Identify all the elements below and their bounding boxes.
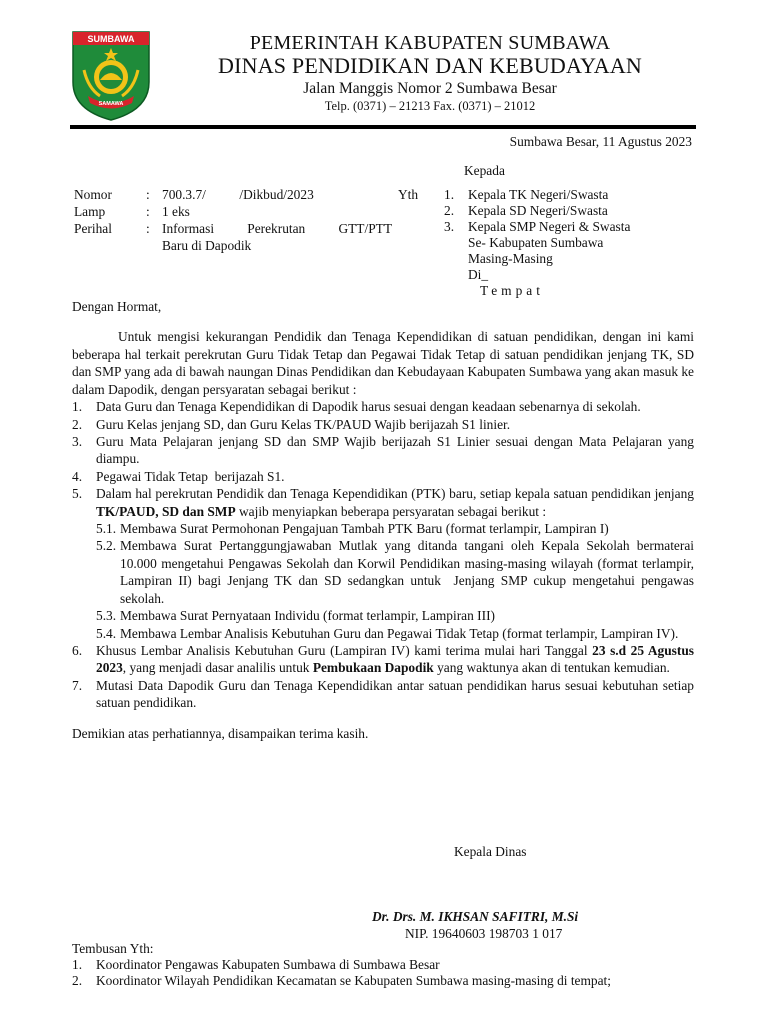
nomor-label: Nomor bbox=[74, 187, 112, 202]
signatory-name: Dr. Drs. M. IKHSAN SAFITRI, M.Si bbox=[372, 909, 579, 924]
salutation: Dengan Hormat, bbox=[72, 299, 162, 314]
perihal-label: Perihal bbox=[74, 221, 112, 236]
colon: : bbox=[146, 187, 150, 202]
letterhead bbox=[160, 32, 700, 115]
lamp-label: Lamp bbox=[74, 204, 106, 219]
intro-paragraph: Untuk mengisi kekurangan Pendidik dan Tenaga Kependidikan di satuan pendidikan, dengan ini kami beberapa hal terkait perekrutan Guru Tidak Tetap dan Pegawai Tidak Tetap di satuan pendidikan jenjang TK, SD dan SMP yang ada di bawah naungan Dinas Pendidikan dan Kebudayaan Kabupaten Sumbawa yang akan masuk ke dalam Dapodik, dengan persyaratan sebagai berikut : bbox=[72, 329, 695, 397]
addressee-scope: Se- Kabupaten Sumbawa bbox=[468, 235, 604, 250]
addressee-item: 3. Kepala SMP Negeri & Swasta bbox=[444, 219, 631, 234]
carbon-copy bbox=[72, 940, 712, 988]
signatory-title: Kepala Dinas bbox=[454, 844, 527, 859]
addressee-item: 2. Kepala SD Negeri/Swasta bbox=[444, 203, 608, 218]
list-item: 3. Guru Mata Pelajaran jenjang SD dan SMP Wajib berijazah S1 Linier sesuai dengan Mata Pelajaran yang diampu. bbox=[72, 433, 694, 467]
letter-date: Sumbawa Besar, 11 Agustus 2023 bbox=[509, 134, 692, 149]
sumbawa-regency-logo bbox=[70, 30, 152, 122]
agency-name: DINAS PENDIDIKAN DAN KEBUDAYAAN bbox=[218, 53, 642, 78]
carbon-copy-item: 1. Koordinator Pengawas Kabupaten Sumbawa di Sumbawa Besar bbox=[72, 957, 440, 972]
list-item: 7. Mutasi Data Dapodik Guru dan Tenaga Kependidikan antar satuan pendidikan harus sesuai kebutuhan setiap satuan pendidikan. bbox=[72, 677, 694, 711]
government-name: PEMERINTAH KABUPATEN SUMBAWA bbox=[249, 32, 611, 54]
svg-text:SUMBAWA: SUMBAWA bbox=[87, 34, 135, 44]
letterhead-divider bbox=[70, 125, 696, 129]
letter-meta bbox=[74, 186, 392, 254]
agency-address: Jalan Manggis Nomor 2 Sumbawa Besar bbox=[303, 80, 557, 97]
di-label: Di_ bbox=[468, 267, 489, 282]
sub-list-item: 5.4. Membawa Lembar Analisis Kebutuhan Guru dan Pegawai Tidak Tetap (format terlampir, Lampiran IV). bbox=[96, 625, 679, 641]
perihal-value: Informasi Perekrutan GTT/PTT bbox=[162, 221, 392, 236]
sub-list-item: 5.2. Membawa Surat Pertanggungjawaban Mutlak yang ditanda tangani oleh Kepala Sekolah bermaterai 10.000 mengetahui Pengawas Sekolah dan Korwil Pendidikan masing-masing wilayah (format terlampir, Lampiran II) bagi Jenjang TK dan SD sedangkan untuk Jenjang SMP cukup mengetahui pengawas sekolah. bbox=[96, 538, 698, 606]
perihal-value-cont: Baru di Dapodik bbox=[162, 238, 252, 253]
list-item: 4. Pegawai Tidak Tetap berijazah S1. bbox=[72, 468, 285, 484]
nomor-value: 700.3.7/ /Dikbud/2023 bbox=[162, 187, 314, 202]
lamp-value: 1 eks bbox=[162, 204, 190, 219]
svg-text:SAMAWA: SAMAWA bbox=[98, 101, 124, 107]
letter-body bbox=[72, 298, 698, 742]
sub-list-item: 5.1. Membawa Surat Permohonan Pengajuan Tambah PTK Baru (format terlampir, Lampiran I) bbox=[96, 521, 609, 537]
colon: : bbox=[146, 221, 150, 236]
sub-list-item: 5.3. Membawa Surat Pernyataan Individu (format terlampir, Lampiran III) bbox=[96, 608, 496, 624]
kepada-label: Kepada bbox=[464, 163, 505, 178]
yth-label: Yth bbox=[398, 187, 419, 202]
addressee-list bbox=[444, 186, 714, 298]
list-item: 1. Data Guru dan Tenaga Kependidikan di Dapodik harus sesuai dengan keadaan sebenarnya di sekolah. bbox=[72, 399, 641, 415]
carbon-copy-item: 2. Koordinator Wilayah Pendidikan Kecamatan se Kabupaten Sumbawa masing-masing di tempat; bbox=[72, 973, 611, 988]
addressee-item: 1. Kepala TK Negeri/Swasta bbox=[444, 187, 609, 202]
carbon-copy-title: Tembusan Yth: bbox=[72, 941, 154, 956]
addressee-scope: Masing-Masing bbox=[468, 251, 553, 266]
list-item: 5. Dalam hal perekrutan Pendidik dan Tenaga Kependidikan (PTK) baru, setiap kepala satuan pendidikan jenjang TK/PAUD, SD dan SMP wajib menyiapkan beberapa persyaratan sebagai berikut : bbox=[72, 486, 694, 519]
list-item: 6. Khusus Lembar Analisis Kebutuhan Guru (Lampiran IV) kami terima mulai hari Tanggal 23 s.d 25 Agustus 2023, yang menjadi dasar analilis untuk Pembukaan Dapodik yang waktunya akan di tentukan kemudian. bbox=[72, 643, 695, 676]
list-item: 2. Guru Kelas jenjang SD, dan Guru Kelas TK/PAUD Wajib berijazah S1 linier. bbox=[72, 416, 511, 432]
colon: : bbox=[146, 204, 150, 219]
signatory-nip: NIP. 19640603 198703 1 017 bbox=[405, 926, 563, 941]
tempat-label: Tempat bbox=[480, 283, 544, 298]
closing-line: Demikian atas perhatiannya, disampaikan terima kasih. bbox=[72, 725, 369, 741]
agency-phone: Telp. (0371) – 21213 Fax. (0371) – 21012 bbox=[324, 99, 536, 113]
